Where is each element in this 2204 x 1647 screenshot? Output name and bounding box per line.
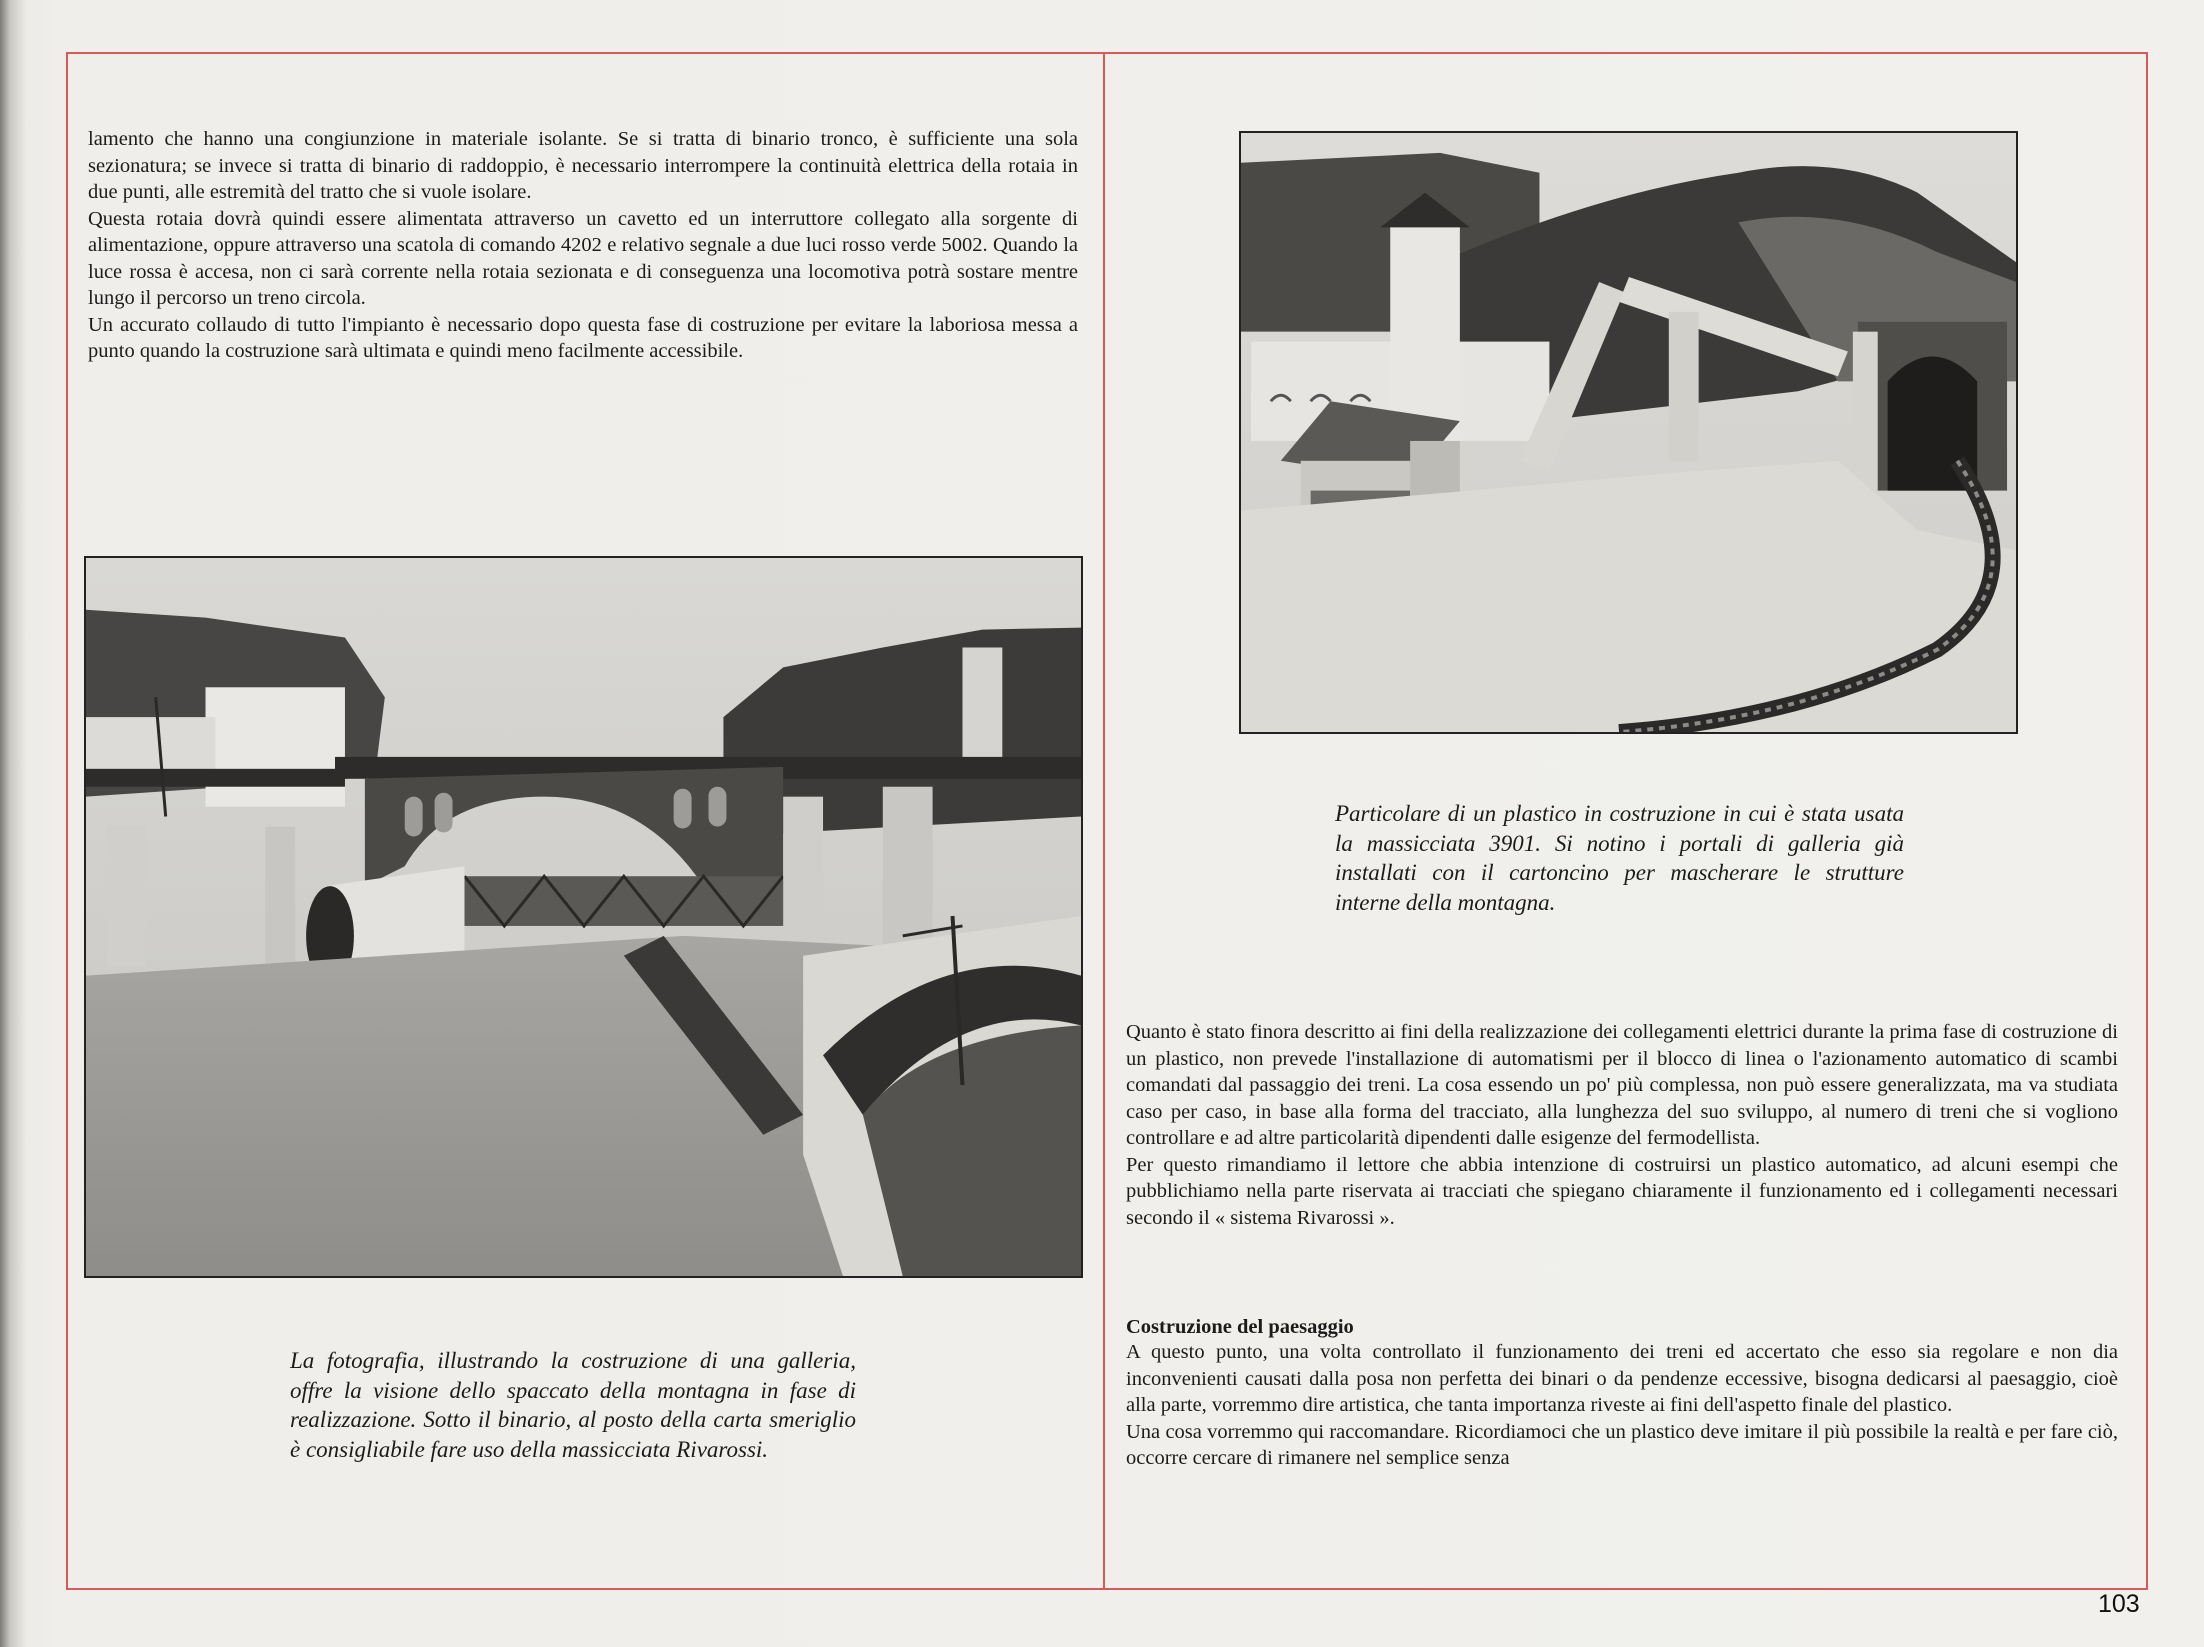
right-photo-caption: Particolare di un plastico in costruzione in cui è stata usata la massicciata 3901. Si notino i portali di galleria già installati con il cartoncino per mascherare le strutture interne della montagna.: [1335, 801, 1904, 915]
right-body-text: [1126, 1019, 2118, 1231]
section-paragraph: Una cosa vorremmo qui raccomandare. Ricordiamoci che un plastico deve imitare il più possibile la realtà e per fare ciò, occorre cercare di rimanere nel semplice senza: [1126, 1420, 2118, 1469]
section-paragraph: A questo punto, una volta controllato il funzionamento dei treni ed accertato che esso sia regolare e non dia inconvenienti causati dalla posa non perfetta dei binari o da pendenze eccessive, bisogna dedicarsi al paesaggio, cioè alla parte, vorremmo dire artistica, che tanta importanza riveste ai fini dell'aspetto finale del plastico.: [1126, 1341, 2118, 1416]
right-paragraph: Quanto è stato finora descritto ai fini della realizzazione dei collegamenti elettrici durante la prima fase di costruzione di un plastico, non prevede l'installazione di automatismi per il blocco di linea o l'azionamento automatico di scambi comandati dal passaggio dei treni. La cosa essendo un po' più complessa, non può essere generalizzata, ma va studiata caso per caso, in base alla forma del tracciato, alla lunghezza del suo sviluppo, al numero di treni che si vogliono controllare e ad altre particolarità dipendenti dalle esigenze del fermodellista.: [1126, 1021, 2118, 1149]
bridge-construction-photo: [84, 556, 1083, 1278]
right-paragraph: Per questo rimandiamo il lettore che abbia intenzione di costruirsi un plastico automatico, ad alcuni esempi che pubblichiamo nella parte riservata ai tracciati che spiegano chiaramente il funzionamento ed i collegamenti necessari secondo il « sistema Rivarossi ».: [1126, 1153, 2118, 1229]
section-heading: Costruzione del paesaggio: [1126, 1316, 1354, 1338]
left-paragraph: lamento che hanno una congiunzione in materiale isolante. Se si tratta di binario tronco, è sufficiente una sola sezionatura; se invece si tratta di binario di raddoppio, è necessario interrompere la continuità elettrica della rotaia in due punti, alle estremità del tratto che si vuole isolare.: [88, 128, 1078, 203]
section-body-text: [1126, 1339, 2118, 1472]
column-divider: [1103, 52, 1105, 1590]
page-number: 103: [2098, 1590, 2140, 1618]
left-paragraph: Un accurato collaudo di tutto l'impianto è necessario dopo questa fase di costruzione per evitare la laboriosa messa a punto quando la costruzione sarà ultimata e quindi meno facilmente accessibile.: [88, 313, 1078, 362]
left-body-text: [88, 126, 1078, 365]
tunnel-portal-photo: [1239, 131, 2018, 734]
left-photo-caption: La fotografia, illustrando la costruzione di una galleria, offre la visione dello spaccato della montagna in fase di realizzazione. Sotto il binario, al posto della carta smeriglio è consigliabile fare uso della massicciata Rivarossi.: [290, 1348, 856, 1462]
left-paragraph: Questa rotaia dovrà quindi essere alimentata attraverso un cavetto ed un interruttore collegato alla sorgente di alimentazione, oppure attraverso una scatola di comando 4202 e relativo segnale a due luci rosso verde 5002. Quando la luce rossa è accesa, non ci sarà corrente nella rotaia sezionata e di conseguenza una locomotiva potrà sostare mentre lungo il percorso un treno circola.: [88, 207, 1078, 309]
